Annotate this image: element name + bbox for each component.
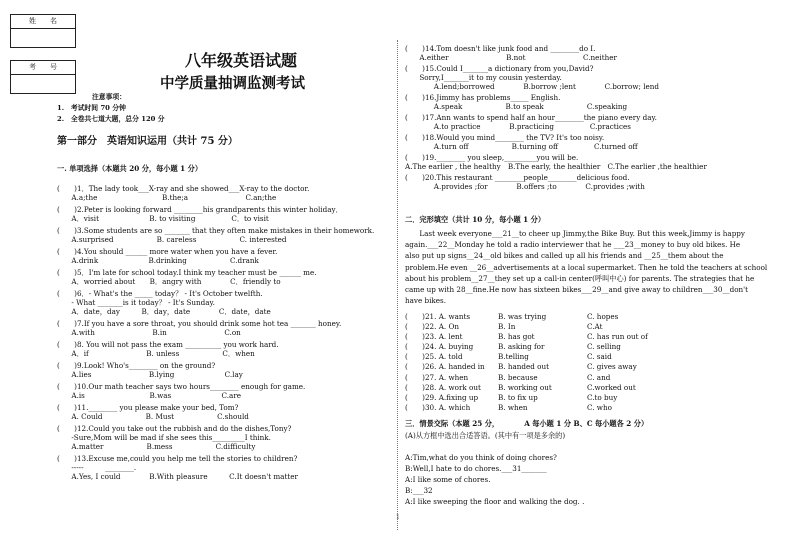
cloze-option-row: ( )22. A. On B. In C.At bbox=[405, 322, 603, 332]
notes-title: 注意事项： bbox=[92, 93, 126, 101]
q5: ( )5．I'm late for school today.I think my teacher must be ______ me. A．worried about B．angry with C．friendly to bbox=[57, 268, 317, 286]
dialog-line: A:Tim,what do you think of doing chores? bbox=[405, 453, 557, 462]
dialog-line: A:I like some of chores. bbox=[405, 475, 491, 484]
dialog-line: B:___32 bbox=[405, 486, 433, 495]
exam-subtitle: 中学质量抽调监测考试 bbox=[160, 75, 305, 92]
question-list-right bbox=[405, 44, 707, 191]
cloze-option-row: ( )25. A. told B.telling C. said bbox=[405, 352, 612, 362]
q20: ( )20.This restaurant ________people________delicious food. A.provides ;for B.offers ;to C.provides ;with bbox=[405, 173, 645, 191]
cloze-options bbox=[405, 312, 705, 413]
q13: ( )13.Excuse me,could you help me tell the stories to children? ----- ________. A.Yes, I could B.With pleasure C.It doesn't matter bbox=[57, 454, 298, 481]
q12: ( )12.Could you take out the rubbish and do the dishes,Tony? -Sure,Mom will be mad if she sees this_________I think. A.matter B.mess C.difficulty bbox=[57, 424, 292, 451]
part1-title: 第一部分 英语知识运用（共计 75 分） bbox=[57, 136, 238, 147]
id-label: 考 号 bbox=[11, 61, 75, 75]
q9: ( )9.Look! Who's________ on the ground? A.lies B.lying C.lay bbox=[57, 361, 243, 379]
id-box bbox=[10, 60, 76, 94]
exam-title: 八年级英语试题 bbox=[185, 51, 298, 70]
q10: ( )10.Our math teacher says two hours________ enough for game. A.is B.was C.are bbox=[57, 382, 306, 400]
name-box bbox=[10, 14, 76, 48]
cloze-passage: Last week everyone___21__to cheer up Jimmy,the Bike Buy. But this week,Jimmy is happy again.___22__Monday he told a radio interviewer that he ___23__money to buy old bikes. He also put up signs__24__old bikes and called up all his friends and __25__them about the problem.He even __26__advertisements at a local supermarket. Then he told the teachers at school about his problem__27__they set up a call-in center(呼叫中心) for parents. The strategies that he came up with 28__fine.He now has sixteen bikes___29__and give away to children___30__don't have bikes. bbox=[405, 229, 768, 306]
sec1-title: 一. 单项选择（本题共 20 分，每小题 1 分） bbox=[57, 164, 203, 173]
note-2: 2. 全卷共七道大题，总分 120 分 bbox=[57, 115, 165, 123]
sec3-title: 三．情景交际（本题 25 分， A 每小题 1 分 B、C 每小题各 2 分） bbox=[405, 419, 649, 428]
cloze-option-row: ( )26. A. handed in B. handed out C. gives away bbox=[405, 362, 637, 372]
cloze-option-row: ( )24. A. buying B. asking for C. selling bbox=[405, 342, 621, 352]
q1: ( )1．The lady took___X-ray and she showed___X-ray to the doctor. A.a;the B.the;a C.an;the bbox=[57, 184, 310, 202]
dialog bbox=[405, 452, 584, 507]
q15: ( )15.Could I_______a dictionary from you,David? Sorry,I_______it to my cousin yesterday. A.lend;borrowed B.borrow ;lent C.borrow; lend bbox=[405, 64, 659, 91]
q14: ( )14.Tom doesn't like junk food and ________do I. A.either B.not C.neither bbox=[405, 44, 617, 62]
q3: ( )3.Some students are so _______ that they often make mistakes in their homework. A.surprised B. careless C. interested bbox=[57, 226, 375, 244]
q19: ( )19.________ you sleep,_________you will be. A.The earlier , the healthy B.The early, the healthier C.The earlier ,the healthier bbox=[405, 153, 707, 171]
page-number: 1 bbox=[396, 514, 400, 521]
sec2-title: 二．完形填空（共计 10 分，每小题 1 分） bbox=[405, 215, 546, 224]
q2: ( )2.Peter is looking forward ________his grandparents this winter holiday． A．visit B. to visiting C．to visit bbox=[57, 205, 343, 223]
question-list-left bbox=[57, 184, 374, 481]
q11: ( )11.________ you please make your bed, Tom? A. Could B. Must C.should bbox=[57, 403, 249, 421]
column-divider bbox=[397, 40, 398, 530]
cloze-option-row: ( )21. A. wants B. was trying C. hopes bbox=[405, 312, 619, 321]
q16: ( )16.Jimmy has problems_____ English. A.speak B.to speak C.speaking bbox=[405, 93, 628, 111]
cloze-option-row: ( )30. A. which B. when C. who bbox=[405, 402, 612, 412]
q6: ( )6．- What's the _____ today？ - It's October twelfth. - What _______is it today？ - It's Sunday. A．date，day B．day，date C．date，date bbox=[57, 289, 271, 316]
dialog-line: A:I like sweeping the floor and walking the dog. . bbox=[405, 497, 585, 506]
q8: ( )8. You will not pass the exam __________ you work hard. A．if B. unless C．when bbox=[57, 340, 279, 358]
dialog-line: B:Well,I hate to do chores.___31_______ bbox=[405, 464, 547, 473]
cloze-option-row: ( )28. A. work out B. working out C.worked out bbox=[405, 382, 636, 392]
q7: ( )7.If you have a sore throat, you should drink some hot tea _______ honey. A.with B.in C.on bbox=[57, 319, 342, 337]
note-1: 1. 考试时间 70 分钟 bbox=[57, 104, 126, 112]
q17: ( )17.Ann wants to spend half an hour________the piano every day. A.to practice B.practicing C.practices bbox=[405, 113, 657, 131]
q4: ( )4.You should ______ more water when you have a fever. A.drink B.drinking C.drank bbox=[57, 247, 278, 265]
q18: ( )18.Would you mind________ the TV? It's too noisy. A.turn off B.turning off C.turned off bbox=[405, 133, 638, 151]
name-label: 姓 名 bbox=[11, 15, 75, 29]
cloze-option-row: ( )29. A.fixing up B. to fix up C.to buy bbox=[405, 392, 618, 402]
cloze-option-row: ( )27. A. when B. because C. and bbox=[405, 372, 611, 382]
cloze-option-row: ( )23. A. lent B. has got C. has run out of bbox=[405, 332, 648, 342]
sec3-instruction: (A)从方框中选出合适答语。(其中有一项是多余的) bbox=[405, 431, 566, 440]
